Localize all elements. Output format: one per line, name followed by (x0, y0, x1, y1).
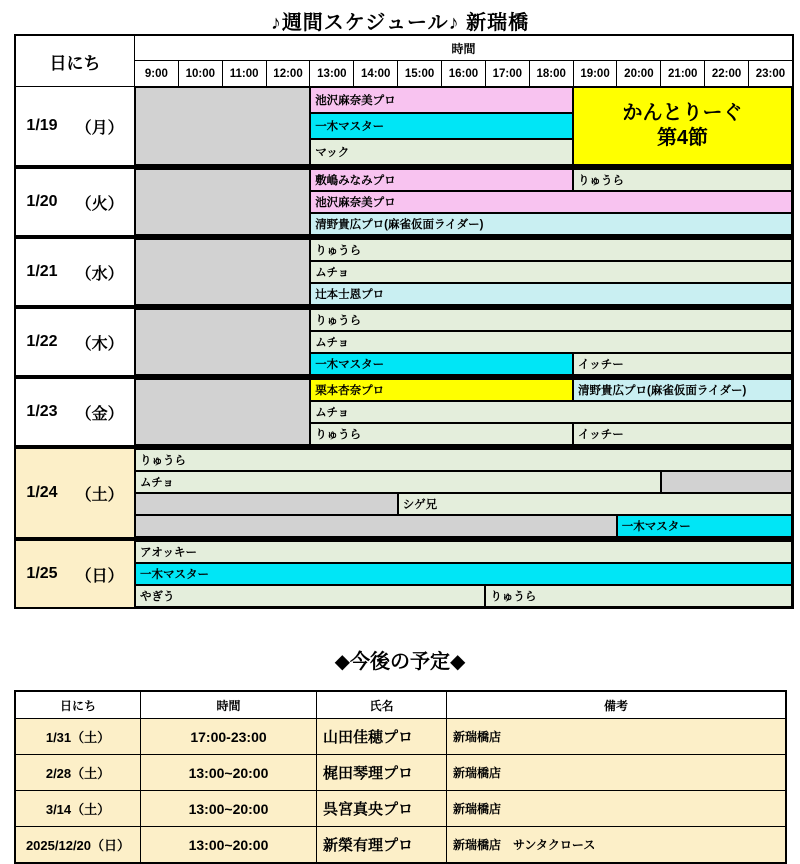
weekday-label: （水） (75, 265, 124, 283)
closed-block (135, 379, 310, 445)
day-row (16, 87, 792, 165)
time-header-label: 時間 (135, 36, 792, 61)
upcoming-cell: 13:00~20:00 (141, 827, 317, 864)
time-tick: 11:00 (223, 61, 267, 86)
day-row (16, 375, 792, 445)
shift-segment: りゅうら (310, 239, 792, 261)
weekday-label: （木） (75, 335, 124, 353)
date-label: 1/21 (26, 263, 58, 280)
weekday-label: （火） (75, 195, 124, 213)
shift-segment: 一木マスター (617, 515, 792, 537)
date-label: 1/19 (26, 117, 58, 134)
time-tick: 13:00 (310, 61, 354, 86)
closed-block (135, 309, 310, 375)
upcoming-row (15, 791, 786, 827)
day-timeline (135, 87, 792, 165)
day-row (16, 305, 792, 375)
upcoming-table-head (15, 691, 786, 719)
upcoming-header-cell: 日にち (15, 691, 141, 719)
upcoming-cell: 新瑞橋店 (447, 719, 787, 755)
date-cell (16, 309, 135, 375)
shift-segment: 敷嶋みなみプロ (310, 169, 573, 191)
weekly-table-header (16, 36, 792, 87)
date-column-header: 日にち (16, 36, 135, 86)
event-block-label-line: 第4節 (656, 127, 709, 149)
time-tick: 14:00 (354, 61, 398, 86)
time-tick: 19:00 (574, 61, 618, 86)
shift-segment: りゅうら (310, 423, 573, 445)
shift-segment: りゅうら (135, 449, 792, 471)
upcoming-cell: 2025/12/20（日） (15, 827, 141, 864)
event-block-label-line: かんとりーぐ (622, 102, 743, 124)
upcoming-header-cell: 時間 (141, 691, 317, 719)
shift-segment: ムチョ (310, 401, 792, 423)
upcoming-row (15, 827, 786, 864)
date-label: 1/20 (26, 193, 58, 210)
shift-segment: 池沢麻奈美プロ (310, 191, 792, 213)
shift-segment: 一木マスター (310, 113, 573, 139)
upcoming-table-body (15, 719, 786, 864)
date-label: 1/24 (26, 484, 58, 501)
closed-block (135, 515, 617, 537)
upcoming-table (14, 690, 787, 864)
shift-segment: イッチー (573, 353, 792, 375)
day-row (16, 235, 792, 305)
time-tick: 15:00 (398, 61, 442, 86)
shift-segment: 栗本杏奈プロ (310, 379, 573, 401)
weekday-label: （土） (75, 486, 124, 504)
weekday-label: （日） (75, 567, 124, 585)
date-label: 1/23 (26, 403, 58, 420)
shift-segment: 一木マスター (135, 563, 792, 585)
date-cell (16, 239, 135, 305)
date-cell (16, 169, 135, 235)
shift-segment: イッチー (573, 423, 792, 445)
upcoming-cell: 2/28（土） (15, 755, 141, 791)
upcoming-header-cell: 備考 (447, 691, 787, 719)
upcoming-cell: 13:00~20:00 (141, 791, 317, 827)
day-timeline (135, 169, 792, 235)
shift-segment: 清野貴広プロ(麻雀仮面ライダー) (310, 213, 792, 235)
upcoming-header-row (15, 691, 786, 719)
day-timeline (135, 449, 792, 537)
shift-segment: りゅうら (573, 169, 792, 191)
event-block (573, 87, 792, 165)
weekday-label: （月） (75, 119, 124, 137)
time-tick: 20:00 (617, 61, 661, 86)
time-tick: 21:00 (661, 61, 705, 86)
day-row (16, 165, 792, 235)
closed-block (661, 471, 792, 493)
time-tick: 16:00 (442, 61, 486, 86)
shift-segment: ムチョ (310, 331, 792, 353)
day-timeline (135, 309, 792, 375)
date-label: 1/22 (26, 333, 58, 350)
upcoming-cell: 山田佳穂プロ (317, 719, 447, 755)
shift-segment: アオッキー (135, 541, 792, 563)
shift-segment: 清野貴広プロ(麻雀仮面ライダー) (573, 379, 792, 401)
page-title: ♪週間スケジュール♪ 新瑞橋 (270, 12, 530, 34)
time-tick: 10:00 (179, 61, 223, 86)
upcoming-title: ◆今後の予定◆ (334, 651, 466, 673)
date-cell (16, 449, 135, 537)
upcoming-cell: 新榮有理プロ (317, 827, 447, 864)
day-row (16, 537, 792, 607)
date-cell (16, 379, 135, 445)
upcoming-cell: 新瑞橋店 サンタクロース (447, 827, 787, 864)
upcoming-cell: 新瑞橋店 (447, 755, 787, 791)
day-row (16, 445, 792, 537)
shift-segment: マック (310, 139, 573, 165)
time-tick: 9:00 (135, 61, 179, 86)
time-tick: 18:00 (530, 61, 574, 86)
shift-segment: 池沢麻奈美プロ (310, 87, 573, 113)
closed-block (135, 493, 398, 515)
upcoming-cell: 新瑞橋店 (447, 791, 787, 827)
upcoming-cell: 3/14（土） (15, 791, 141, 827)
shift-segment: 一木マスター (310, 353, 573, 375)
time-tick-row (135, 61, 792, 86)
day-timeline (135, 541, 792, 607)
shift-segment: シゲ兄 (398, 493, 792, 515)
date-cell (16, 541, 135, 607)
upcoming-row (15, 755, 786, 791)
shift-segment: りゅうら (485, 585, 792, 607)
upcoming-cell: 17:00-23:00 (141, 719, 317, 755)
weekly-schedule-table (14, 34, 794, 609)
time-header (135, 36, 792, 86)
shift-segment: ムチョ (135, 471, 661, 493)
day-timeline (135, 239, 792, 305)
time-tick: 22:00 (705, 61, 749, 86)
shift-segment: 辻本士恩プロ (310, 283, 792, 305)
weekly-table-body (16, 87, 792, 607)
shift-segment: ムチョ (310, 261, 792, 283)
date-cell (16, 87, 135, 165)
shift-segment: りゅうら (310, 309, 792, 331)
closed-block (135, 87, 310, 165)
date-label: 1/25 (26, 565, 58, 582)
time-tick: 12:00 (267, 61, 311, 86)
closed-block (135, 239, 310, 305)
upcoming-header-cell: 氏名 (317, 691, 447, 719)
upcoming-cell: 13:00~20:00 (141, 755, 317, 791)
upcoming-cell: 呉宮真央プロ (317, 791, 447, 827)
time-tick: 17:00 (486, 61, 530, 86)
time-tick: 23:00 (755, 67, 786, 80)
upcoming-row (15, 719, 786, 755)
day-timeline (135, 379, 792, 445)
weekday-label: （金） (75, 405, 124, 423)
upcoming-cell: 梶田琴理プロ (317, 755, 447, 791)
upcoming-cell: 1/31（土） (15, 719, 141, 755)
closed-block (135, 169, 310, 235)
shift-segment: やぎう (135, 585, 485, 607)
